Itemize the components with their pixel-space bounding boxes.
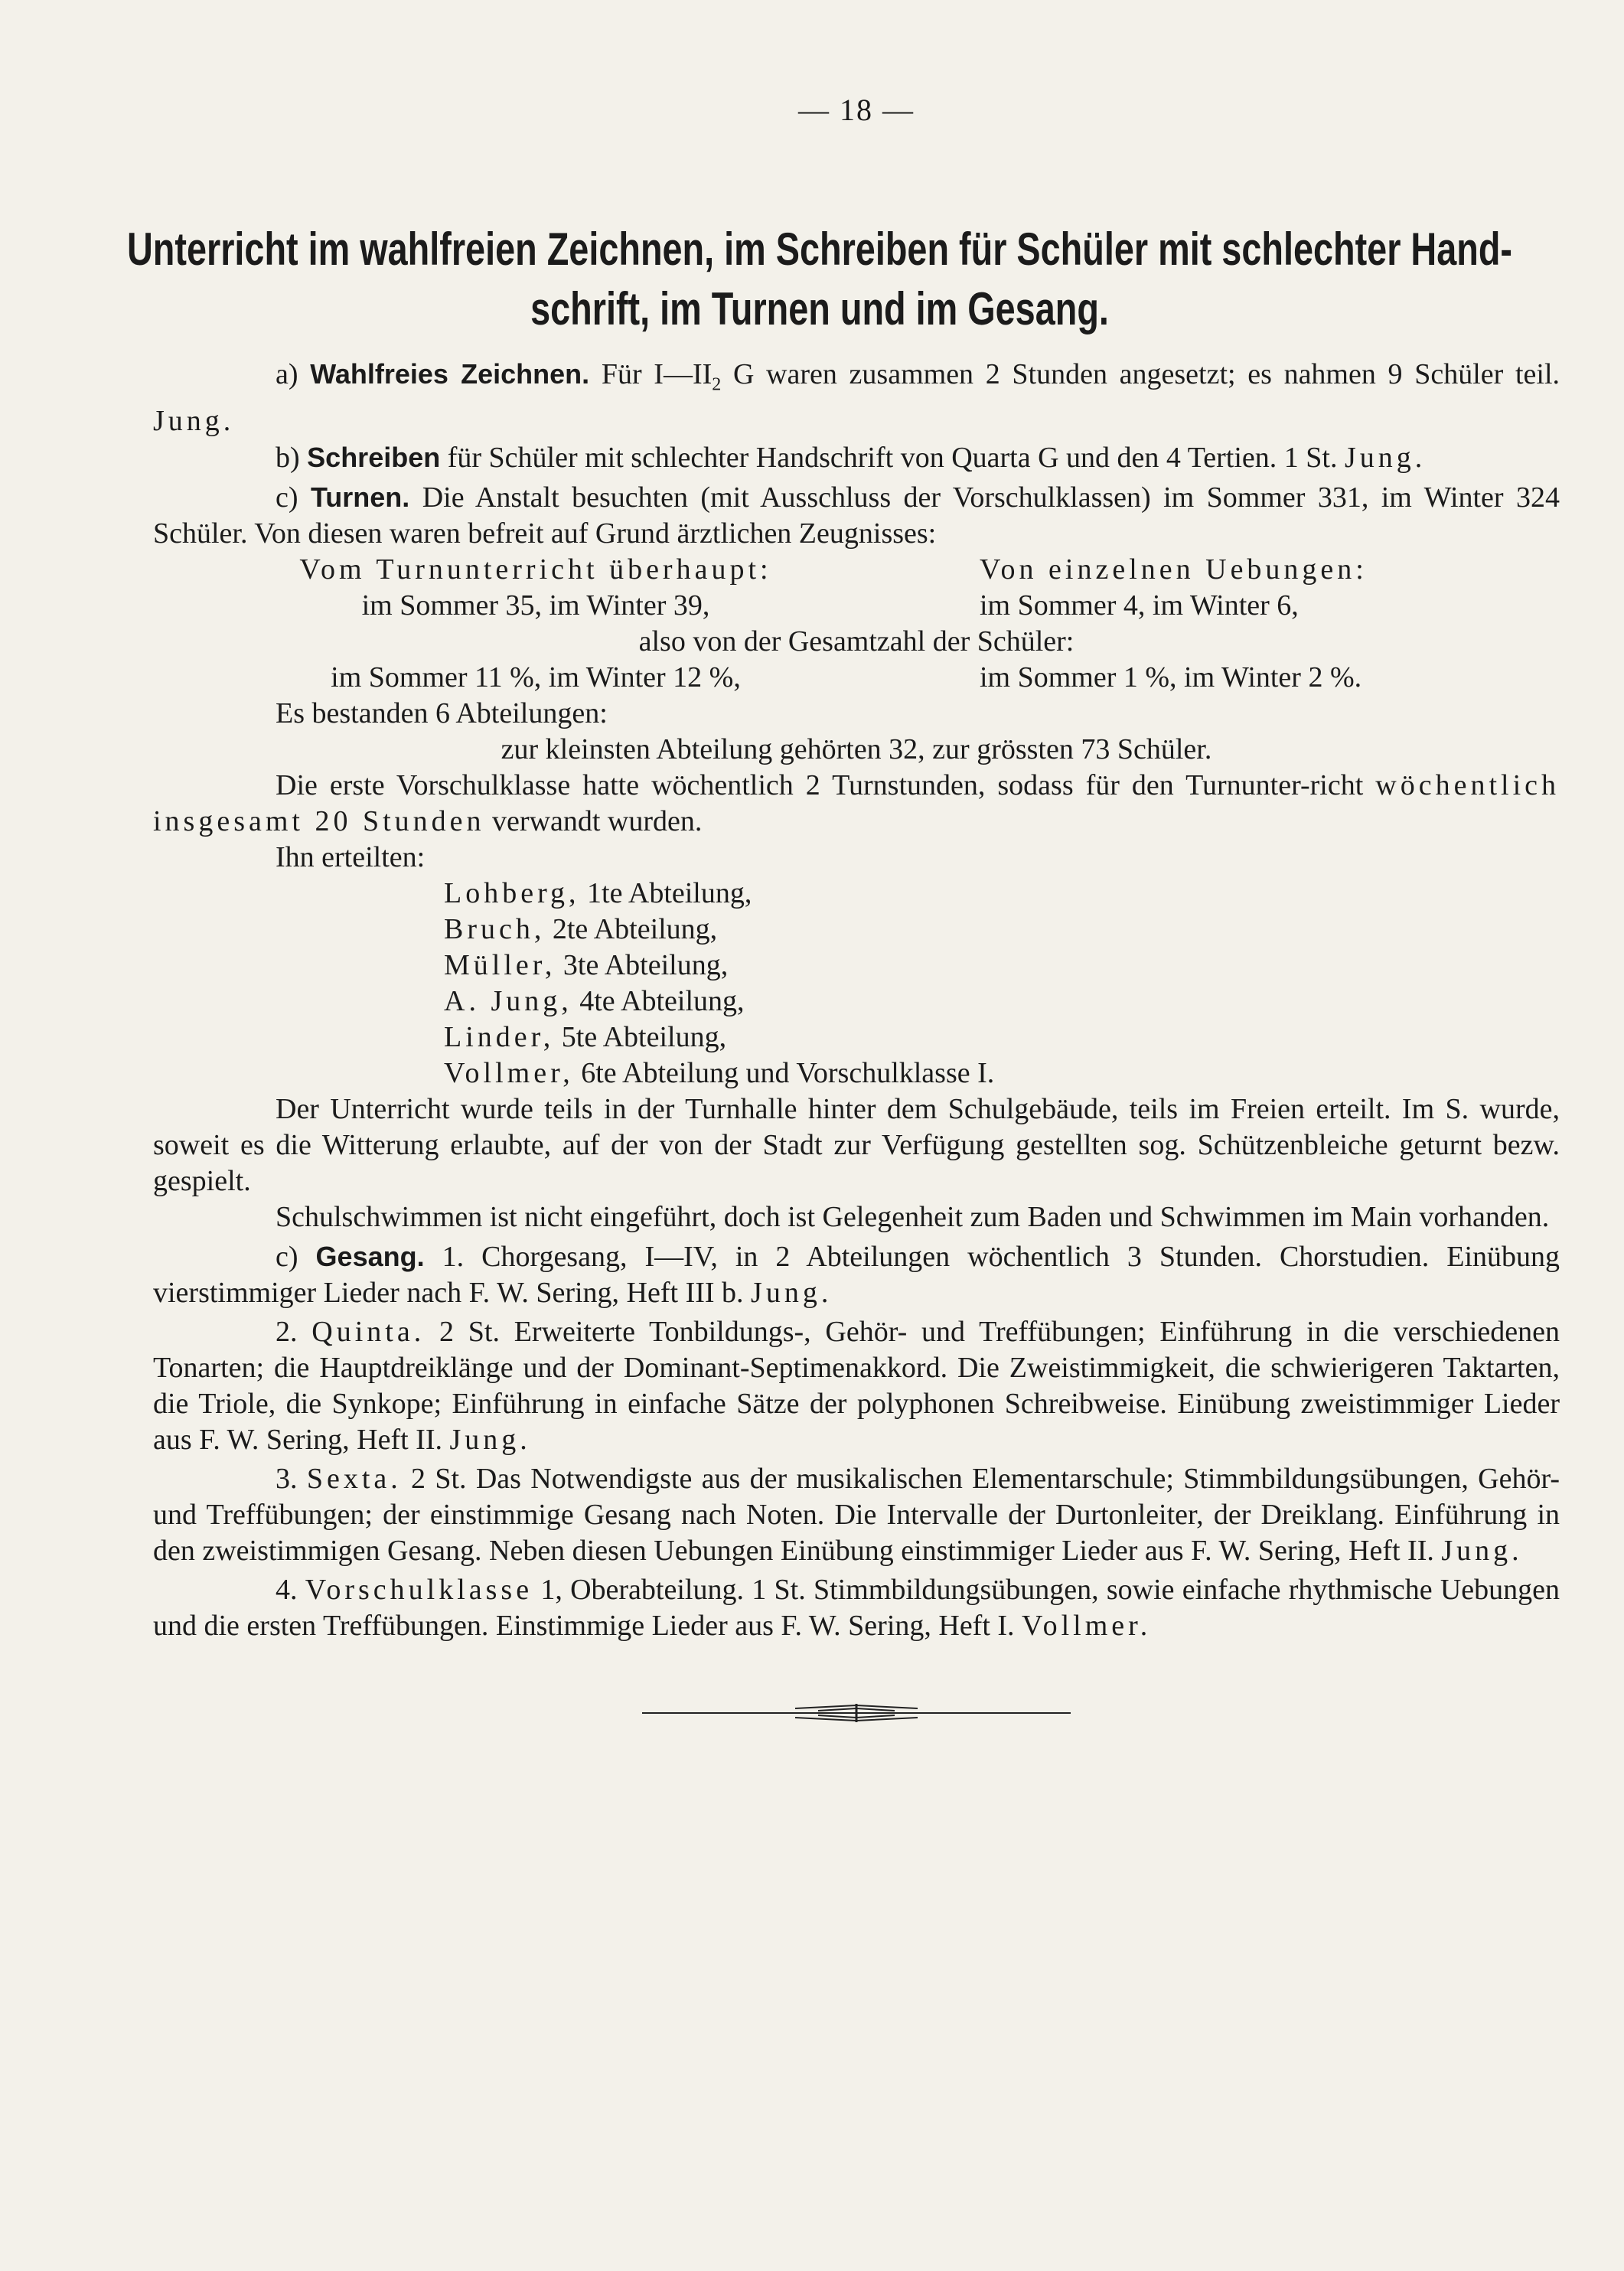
paragraph-vorschule: [153, 768, 1560, 840]
teacher-unit: 3te Abteilung,: [556, 948, 729, 981]
list-item: [444, 912, 1560, 948]
teachers-intro: Ihn erteilten:: [276, 840, 426, 873]
list-item: [444, 1056, 1560, 1091]
teacher-name: Jung.: [153, 404, 235, 437]
teacher-name: Jung.: [751, 1276, 833, 1309]
paragraph-writing: [153, 439, 1560, 476]
teacher-name: Bruch,: [444, 912, 546, 945]
paragraph-location: Der Unterricht wurde teils in der Turnhalle hinter dem Schulgebäude, teils im Freien erteilt. Im S. wurde, soweit es die Witterung erlaubte, auf der von der Stadt zur Verfügung gestellten sog. Schützenbleiche geturnt bezw. gespielt.: [153, 1092, 1560, 1197]
text: Die Anstalt besuchten (mit Ausschluss der Vorschulklassen) im Sommer 331, im Winter 324 Schüler. Von diesen waren befreit auf Grund ärztlichen Zeugnisses:: [153, 481, 1560, 550]
title-line-2: schrift, im Turnen und im Gesang.: [530, 283, 1109, 334]
exempt-total-percent: im Sommer 11 %, im Winter 12 %,: [331, 661, 741, 693]
item-prefix: b): [276, 441, 300, 474]
exemption-heads: [153, 552, 1560, 588]
total-label: also von der Gesamtzahl der Schüler:: [638, 625, 1075, 657]
paragraph-singing-2: [153, 1314, 1560, 1458]
teacher-unit: 1te Abteilung,: [579, 876, 752, 909]
teacher-name: Müller,: [444, 948, 556, 981]
text: für Schüler mit schlechter Handschrift von Quarta G und den 4 Tertien. 1 St.: [440, 441, 1338, 474]
list-item: [444, 1020, 1560, 1056]
teacher-name: Vollmer,: [444, 1056, 574, 1089]
text: Die erste Vorschulklasse hatte wöchentlich 2 Turnstunden, sodass für den Turnunter-richt: [276, 768, 1376, 801]
text: Für I—II: [589, 358, 713, 390]
heading-drawing: Wahlfreies Zeichnen.: [310, 358, 590, 390]
heading-singing: Gesang.: [315, 1240, 425, 1272]
teacher-list: [153, 876, 1560, 1091]
page-number: — 18 —: [798, 93, 915, 127]
exemption-percent: [153, 660, 1560, 696]
teacher-name: Jung.: [1344, 441, 1427, 474]
text: 1, Oberabteilung. 1 St. Stimmbildungsübungen, sowie einfache rhythmische Uebungen und die ersten Treffübungen. Einstimmige Lieder aus F. W. Sering, Heft I.: [153, 1573, 1560, 1642]
exempt-total-head: Vom Turnunterricht überhaupt:: [299, 553, 772, 586]
teacher-name: Vollmer.: [1022, 1609, 1152, 1642]
teacher-name: Jung.: [1441, 1534, 1523, 1567]
class-name: Vorschulklasse: [305, 1573, 533, 1606]
paragraph-swimming: Schulschwimmen ist nicht eingeführt, doch ist Gelegenheit zum Baden und Schwimmen im Main vorhanden.: [276, 1200, 1550, 1233]
ornament-rule-icon: [642, 1698, 1071, 1728]
paragraph-drawing: [153, 356, 1560, 439]
heading-writing: Schreiben: [307, 441, 441, 473]
item-prefix: a): [276, 358, 298, 390]
teacher-name: A. Jung,: [444, 984, 572, 1017]
exemption-values: [153, 588, 1560, 624]
paragraph-singing-1: [153, 1238, 1560, 1311]
text: G waren zusammen 2 Stunden angesetzt; es nahmen 9 Schüler teil.: [721, 358, 1560, 390]
end-ornament: [153, 1698, 1560, 1728]
class-name: Sexta.: [306, 1462, 402, 1495]
item-number: 3.: [276, 1462, 298, 1495]
paragraph-singing-3: [153, 1461, 1560, 1569]
paragraph-gymnastics: [153, 479, 1560, 552]
heading-gymnastics: Turnen.: [310, 481, 410, 513]
teacher-unit: 5te Abteilung,: [554, 1020, 727, 1053]
exempt-partial-head: Von einzelnen Uebungen:: [980, 553, 1368, 586]
exempt-partial-percent: im Sommer 1 %, im Winter 2 %.: [980, 661, 1362, 693]
teacher-name: Linder,: [444, 1020, 555, 1053]
spaced-text: wöchentlich insgesamt 20 Stunden: [153, 768, 1560, 837]
teacher-unit: 6te Abteilung und Vorschulklasse I.: [573, 1056, 995, 1089]
text: verwandt wurden.: [484, 804, 703, 837]
section-title: [119, 220, 1521, 339]
item-prefix: c): [276, 481, 298, 514]
text: 2 St. Das Notwendigste aus der musikalischen Elementarschule; Stimmbildungsübungen, Gehör- und Treffübungen; der einstimmige Gesang nach Noten. Die Intervalle der Durtonleiter, der Dreiklang. Einführung in den zweistimmigen Gesang. Neben diesen Uebungen Einübung einstimmiger Lieder aus F. W. Sering, Heft II.: [153, 1462, 1560, 1567]
subscript: 2: [712, 374, 722, 395]
item-number: 2.: [276, 1315, 298, 1348]
divisions-line: Es bestanden 6 Abteilungen:: [276, 697, 608, 729]
teacher-unit: 2te Abteilung,: [545, 912, 718, 945]
item-number: 4.: [276, 1573, 298, 1606]
teacher-name: Jung.: [449, 1423, 531, 1456]
list-item: [444, 984, 1560, 1020]
text: 2 St. Erweiterte Tonbildungs-, Gehör- und Treffübungen; Einführung in die verschiedenen Tonarten; die Hauptdreiklänge und der Dominant-Septimenakkord. Die Zweistimmigkeit, die schwierigeren Taktarten, die Triole, die Synkope; Einführung in einfache Sätze der polyphonen Schreibweise. Einübung zweistimmiger Lieder aus F. W. Sering, Heft II.: [153, 1315, 1560, 1456]
list-item: [444, 948, 1560, 984]
exempt-total-values: im Sommer 35, im Winter 39,: [361, 589, 710, 622]
teacher-unit: 4te Abteilung,: [572, 984, 745, 1017]
divisions-detail: zur kleinsten Abteilung gehörten 32, zur grössten 73 Schüler.: [501, 733, 1212, 765]
exempt-partial-values: im Sommer 4, im Winter 6,: [980, 589, 1299, 622]
title-line-1: Unterricht im wahlfreien Zeichnen, im Schreiben für Schüler mit schlechter Hand-: [126, 224, 1513, 275]
paragraph-singing-4: [153, 1572, 1560, 1644]
item-prefix: c): [276, 1240, 298, 1273]
list-item: [444, 876, 1560, 912]
class-name: Quinta.: [311, 1315, 426, 1348]
text: 1. Chorgesang, I—IV, in 2 Abteilungen wöchentlich 3 Stunden. Chorstudien. Einübung vierstimmiger Lieder nach F. W. Sering, Heft III b.: [153, 1240, 1560, 1309]
teacher-name: Lohberg,: [444, 876, 580, 909]
